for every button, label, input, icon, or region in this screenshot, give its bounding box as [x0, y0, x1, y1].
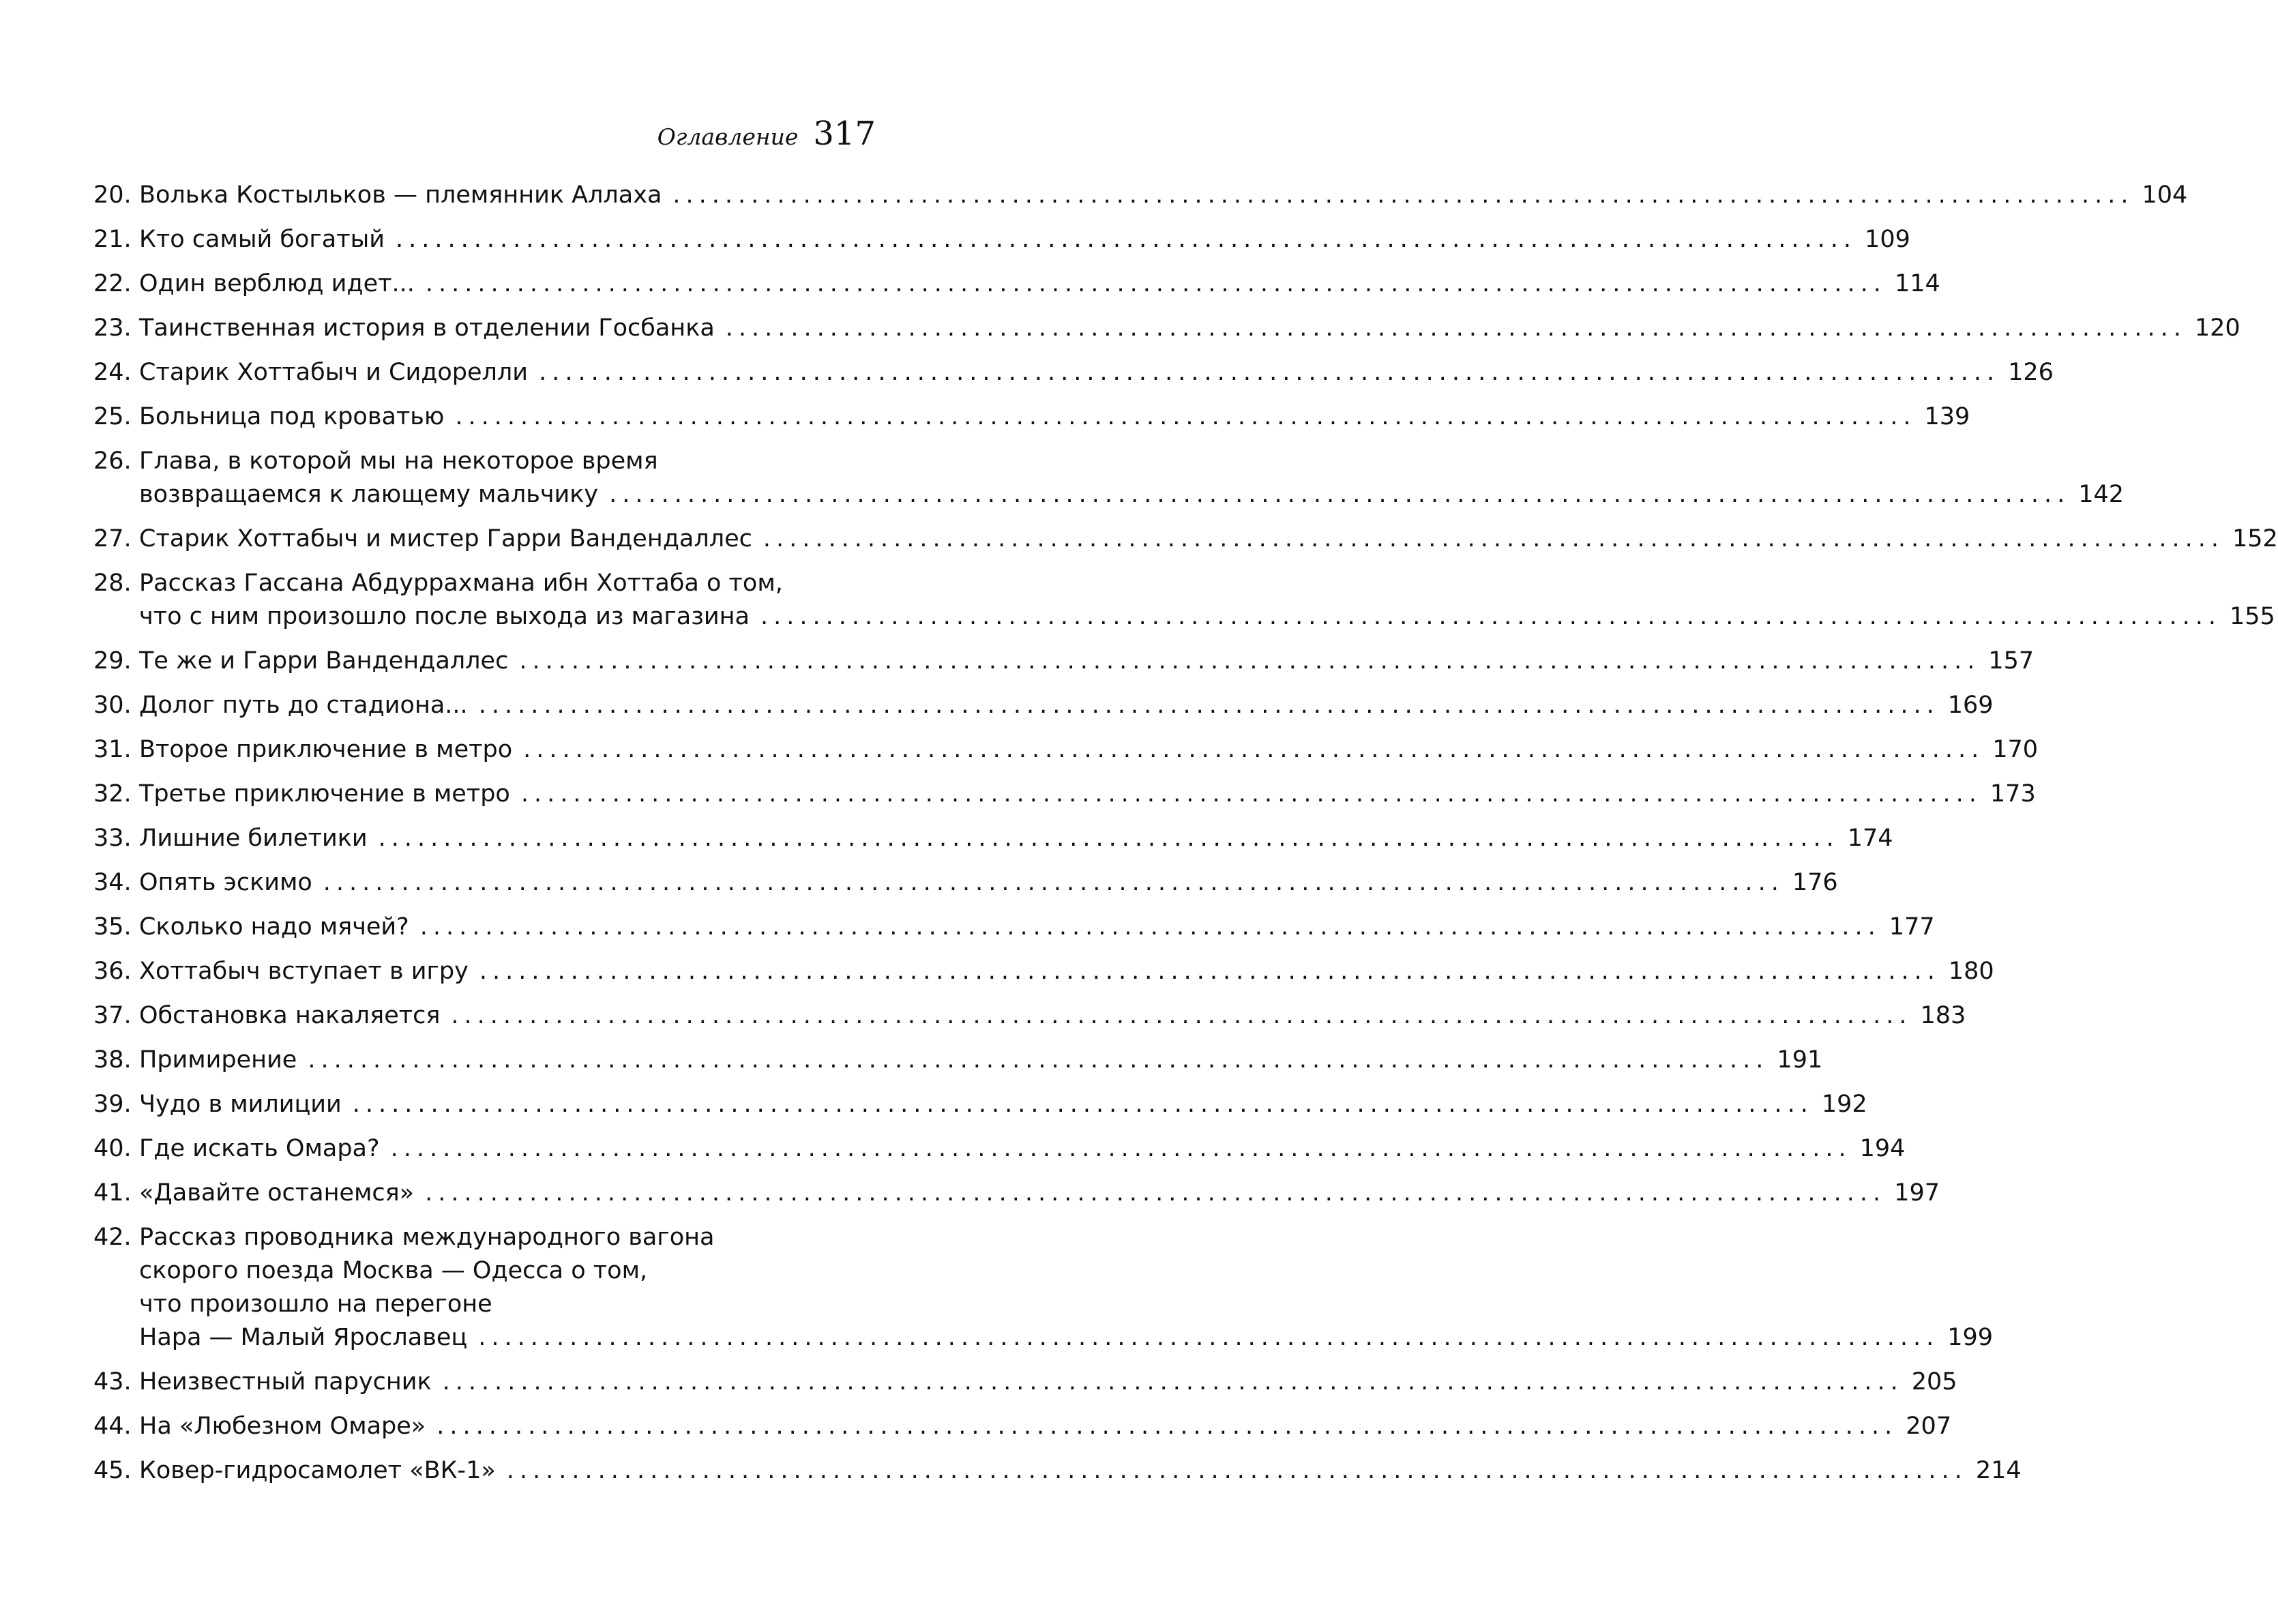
toc-entry: [93, 645, 2035, 678]
toc-entry-body: [139, 645, 2035, 678]
toc-entry-body: [139, 955, 1994, 988]
toc-entry-title: Опять эскимо: [139, 869, 312, 896]
toc-entry-title: Примирение: [139, 1046, 297, 1074]
toc-entry: [93, 1177, 1940, 1210]
toc-entry: [93, 223, 1910, 256]
toc-entry-body: [139, 733, 2039, 767]
toc-entry-body: [139, 778, 2036, 811]
toc-entry-title: Нара — Малый Ярославец: [139, 1324, 468, 1351]
toc-entry-body: [139, 179, 2188, 212]
toc-entry-number: 29.: [93, 647, 132, 675]
toc-entry-last-line: [139, 866, 1838, 900]
toc-entry-page: 126: [2008, 359, 2054, 386]
dot-leader: ................................................................................................................: [609, 481, 2071, 508]
toc-entry-title: Те же и Гарри Вандендаллес: [139, 647, 509, 675]
toc-entry-page: 157: [1988, 647, 2035, 675]
dot-leader: ................................................................................................................: [725, 314, 2187, 342]
toc-entry-title: что с ним произошло после выхода из магазина: [139, 603, 750, 630]
toc-entry-page: 173: [1989, 780, 2036, 808]
toc-entry-title: Кто самый богатый: [139, 226, 385, 253]
toc-entry-number: 45.: [93, 1457, 132, 1484]
toc-entry-number: 30.: [93, 692, 132, 719]
dot-leader: ................................................................................................................: [478, 692, 1940, 719]
toc-entry-number: 25.: [93, 403, 132, 430]
toc-entry-number: 31.: [93, 736, 132, 763]
toc-entry-title: Где искать Омара?: [139, 1135, 380, 1162]
dot-leader: ................................................................................................................: [519, 647, 1981, 675]
dot-leader: ................................................................................................................: [760, 603, 2222, 630]
toc-entry-page: 114: [1894, 270, 1940, 297]
toc-entry-title-line: Глава, в которой мы на некоторое время: [139, 447, 658, 475]
toc-entry-last-line: [139, 778, 2036, 811]
toc-entry: [93, 955, 1994, 988]
toc-entry-title: Таинственная история в отделении Госбанка: [139, 314, 715, 342]
toc-entry-page: 199: [1947, 1324, 1994, 1351]
toc-entry-last-line: [139, 733, 2039, 767]
toc-entry: [93, 911, 1935, 944]
toc-entry-last-line: [139, 267, 1940, 301]
toc-entry-number: 21.: [93, 226, 132, 253]
dot-leader: ................................................................................................................: [672, 181, 2134, 209]
dot-leader: ................................................................................................................: [479, 958, 1940, 985]
toc-entry-body: [139, 1454, 2022, 1488]
toc-entry-page: 169: [1947, 692, 1994, 719]
toc-entry-title: На «Любезном Омаре»: [139, 1413, 426, 1440]
toc-entry-last-line: [139, 1044, 1823, 1077]
toc-entry-page: 152: [2232, 525, 2278, 552]
toc-entry: [93, 522, 2278, 556]
toc-entry-last-line: [139, 1410, 1952, 1443]
toc-entry-body: [139, 400, 1970, 434]
toc-entry: [93, 1221, 1994, 1355]
toc-entry-title: Чудо в милиции: [139, 1091, 342, 1118]
toc-entry-body: [139, 866, 1838, 900]
toc-entry: [93, 179, 2188, 212]
running-title: Оглавление: [657, 123, 799, 150]
dot-leader: ................................................................................................................: [478, 1324, 1940, 1351]
toc-entry-body: [139, 1088, 1867, 1121]
toc-entry-last-line: [139, 1454, 2022, 1488]
toc-entry-number: 22.: [93, 270, 132, 297]
toc-entry-last-line: [139, 955, 1994, 988]
toc-entry: [93, 567, 2275, 634]
toc-entry-last-line: [139, 689, 1994, 722]
toc-entry-body: [139, 445, 2125, 512]
dot-leader: ................................................................................................................: [390, 1135, 1852, 1162]
toc-entry-title: Один верблюд идет...: [139, 270, 415, 297]
toc-entry-last-line: [139, 600, 2275, 634]
toc-entry-title: Старик Хоттабыч и Сидорелли: [139, 359, 529, 386]
toc-entry: [93, 312, 2240, 345]
toc-entry: [93, 400, 1970, 434]
toc-entry: [93, 1044, 1823, 1077]
dot-leader: ................................................................................................................: [395, 226, 1857, 253]
toc-entry-page: 207: [1906, 1413, 1952, 1440]
toc-entry: [93, 866, 1838, 900]
running-head: [657, 115, 876, 153]
dot-leader: ................................................................................................................: [763, 525, 2224, 552]
dot-leader: ................................................................................................................: [539, 359, 2000, 386]
toc-entry: [93, 1132, 1906, 1166]
toc-entry-page: 183: [1920, 1002, 1966, 1029]
toc-entry: [93, 1454, 2022, 1488]
toc-entry-page: 197: [1894, 1179, 1940, 1207]
toc-entry: [93, 778, 2036, 811]
toc-entry-body: [139, 1044, 1823, 1077]
dot-leader: ................................................................................................................: [520, 780, 1982, 808]
dot-leader: ................................................................................................................: [419, 913, 1881, 941]
dot-leader: ................................................................................................................: [442, 1368, 1904, 1396]
toc-entry-number: 43.: [93, 1368, 132, 1396]
toc-entry-number: 28.: [93, 570, 132, 597]
toc-entry-number: 33.: [93, 825, 132, 852]
toc-entry-page: 142: [2078, 481, 2125, 508]
toc-entry-body: [139, 911, 1935, 944]
toc-entry-page: 191: [1777, 1046, 1823, 1074]
toc-entry-number: 44.: [93, 1413, 132, 1440]
toc-entry-body: [139, 356, 2054, 389]
toc-entry-last-line: [139, 400, 1970, 434]
toc-entry-page: 205: [1911, 1368, 1957, 1396]
toc-entry: [93, 733, 2039, 767]
toc-entry-body: [139, 1365, 1957, 1399]
toc-entry-body: [139, 567, 2275, 634]
toc-entry-page: 170: [1992, 736, 2039, 763]
toc-entry-title: Сколько надо мячей?: [139, 913, 409, 941]
toc-entry-last-line: [139, 356, 2054, 389]
toc-entry-title-line: скорого поезда Москва — Одесса о том,: [139, 1257, 648, 1284]
toc-entry-title: Обстановка накаляется: [139, 1002, 441, 1029]
toc-entry-title-line: что произошло на перегоне: [139, 1290, 492, 1318]
toc-entry-number: 27.: [93, 525, 132, 552]
toc-entry-number: 34.: [93, 869, 132, 896]
toc-entry-page: 192: [1821, 1091, 1867, 1118]
toc-entry-body: [139, 822, 1893, 855]
toc-entry-page: 120: [2194, 314, 2240, 342]
toc-entry-number: 42.: [93, 1224, 132, 1251]
toc-entry-number: 38.: [93, 1046, 132, 1074]
toc-entry-title: Третье приключение в метро: [139, 780, 510, 808]
toc-entry-number: 36.: [93, 958, 132, 985]
toc-entry-page: 176: [1792, 869, 1838, 896]
toc-entry-last-line: [139, 1365, 1957, 1399]
toc-entry-title: Неизвестный парусник: [139, 1368, 432, 1396]
toc-entry-body: [139, 1410, 1952, 1443]
toc-entry-body: [139, 267, 1940, 301]
toc-entry-number: 41.: [93, 1179, 132, 1207]
toc-entry-number: 24.: [93, 359, 132, 386]
toc-entry-number: 26.: [93, 447, 132, 475]
toc-entry-last-line: [139, 179, 2188, 212]
toc-entry-number: 39.: [93, 1091, 132, 1118]
toc-entry: [93, 689, 1994, 722]
toc-entry-page: 174: [1847, 825, 1893, 852]
toc-entry-last-line: [139, 1177, 1940, 1210]
toc-entry: [93, 999, 1966, 1033]
toc-entry: [93, 356, 2054, 389]
toc-entry-page: 104: [2142, 181, 2188, 209]
toc-entry-last-line: [139, 822, 1893, 855]
dot-leader: ................................................................................................................: [425, 270, 1887, 297]
toc-entry-body: [139, 223, 1910, 256]
toc-entry-title: Второе приключение в метро: [139, 736, 513, 763]
toc-entry-title: Долог путь до стадиона...: [139, 692, 468, 719]
toc-entry: [93, 445, 2125, 512]
toc-entry-title: Старик Хоттабыч и мистер Гарри Вандендаллес: [139, 525, 752, 552]
toc-entry-number: 32.: [93, 780, 132, 808]
toc-entry-last-line: [139, 522, 2278, 556]
toc-entry-body: [139, 1177, 1940, 1210]
toc-entry-last-line: [139, 312, 2240, 345]
toc-entry-last-line: [139, 645, 2035, 678]
toc-entry-number: 23.: [93, 314, 132, 342]
toc-entry-number: 37.: [93, 1002, 132, 1029]
toc-entry-title: «Давайте останемся»: [139, 1179, 415, 1207]
toc-entry-page: 155: [2230, 603, 2275, 630]
toc-entry-page: 139: [1924, 403, 1970, 430]
dot-leader: ................................................................................................................: [425, 1179, 1887, 1207]
dot-leader: ................................................................................................................: [352, 1091, 1814, 1118]
toc-entry-number: 20.: [93, 181, 132, 209]
toc-entry-page: 180: [1948, 958, 1994, 985]
dot-leader: ................................................................................................................: [378, 825, 1839, 852]
dot-leader: ................................................................................................................: [323, 869, 1784, 896]
dot-leader: ................................................................................................................: [437, 1413, 1898, 1440]
toc-entry-body: [139, 999, 1966, 1033]
toc-entry-page: 194: [1859, 1135, 1906, 1162]
toc-entry-last-line: [139, 478, 2125, 512]
toc-entry-title: Волька Костыльков — племянник Аллаха: [139, 181, 662, 209]
dot-leader: ................................................................................................................: [455, 403, 1917, 430]
toc-entry-title: Хоттабыч вступает в игру: [139, 958, 469, 985]
dot-leader: ................................................................................................................: [451, 1002, 1912, 1029]
table-of-contents: [93, 179, 2278, 1498]
toc-entry-last-line: [139, 1132, 1906, 1166]
dot-leader: ................................................................................................................: [308, 1046, 1769, 1074]
toc-entry-page: 109: [1865, 226, 1910, 253]
toc-entry-body: [139, 1132, 1906, 1166]
toc-entry-body: [139, 689, 1994, 722]
toc-entry-body: [139, 312, 2240, 345]
toc-entry-title: Ковер-гидросамолет «ВК-1»: [139, 1457, 496, 1484]
toc-entry: [93, 822, 1893, 855]
toc-entry-page: 177: [1889, 913, 1935, 941]
dot-leader: ................................................................................................................: [523, 736, 1985, 763]
toc-entry-last-line: [139, 1088, 1867, 1121]
toc-entry-last-line: [139, 911, 1935, 944]
toc-entry-title-line: Рассказ проводника международного вагона: [139, 1224, 715, 1251]
page-number: 317: [813, 115, 876, 153]
toc-entry-last-line: [139, 223, 1910, 256]
toc-entry-title: Лишние билетики: [139, 825, 368, 852]
toc-entry-body: [139, 1221, 1994, 1355]
toc-entry: [93, 267, 1940, 301]
toc-entry: [93, 1410, 1952, 1443]
toc-entry-last-line: [139, 1321, 1994, 1355]
toc-entry-page: 214: [1975, 1457, 2022, 1484]
toc-entry-title-line: Рассказ Гассана Абдуррахмана ибн Хоттаба о том,: [139, 570, 783, 597]
toc-entry-number: 35.: [93, 913, 132, 941]
toc-entry-title: возвращаемся к лающему мальчику: [139, 481, 599, 508]
toc-entry-title: Больница под кроватью: [139, 403, 445, 430]
toc-entry-body: [139, 522, 2278, 556]
toc-entry-last-line: [139, 999, 1966, 1033]
toc-entry: [93, 1088, 1867, 1121]
dot-leader: ................................................................................................................: [506, 1457, 1968, 1484]
toc-entry: [93, 1365, 1957, 1399]
toc-entry-number: 40.: [93, 1135, 132, 1162]
